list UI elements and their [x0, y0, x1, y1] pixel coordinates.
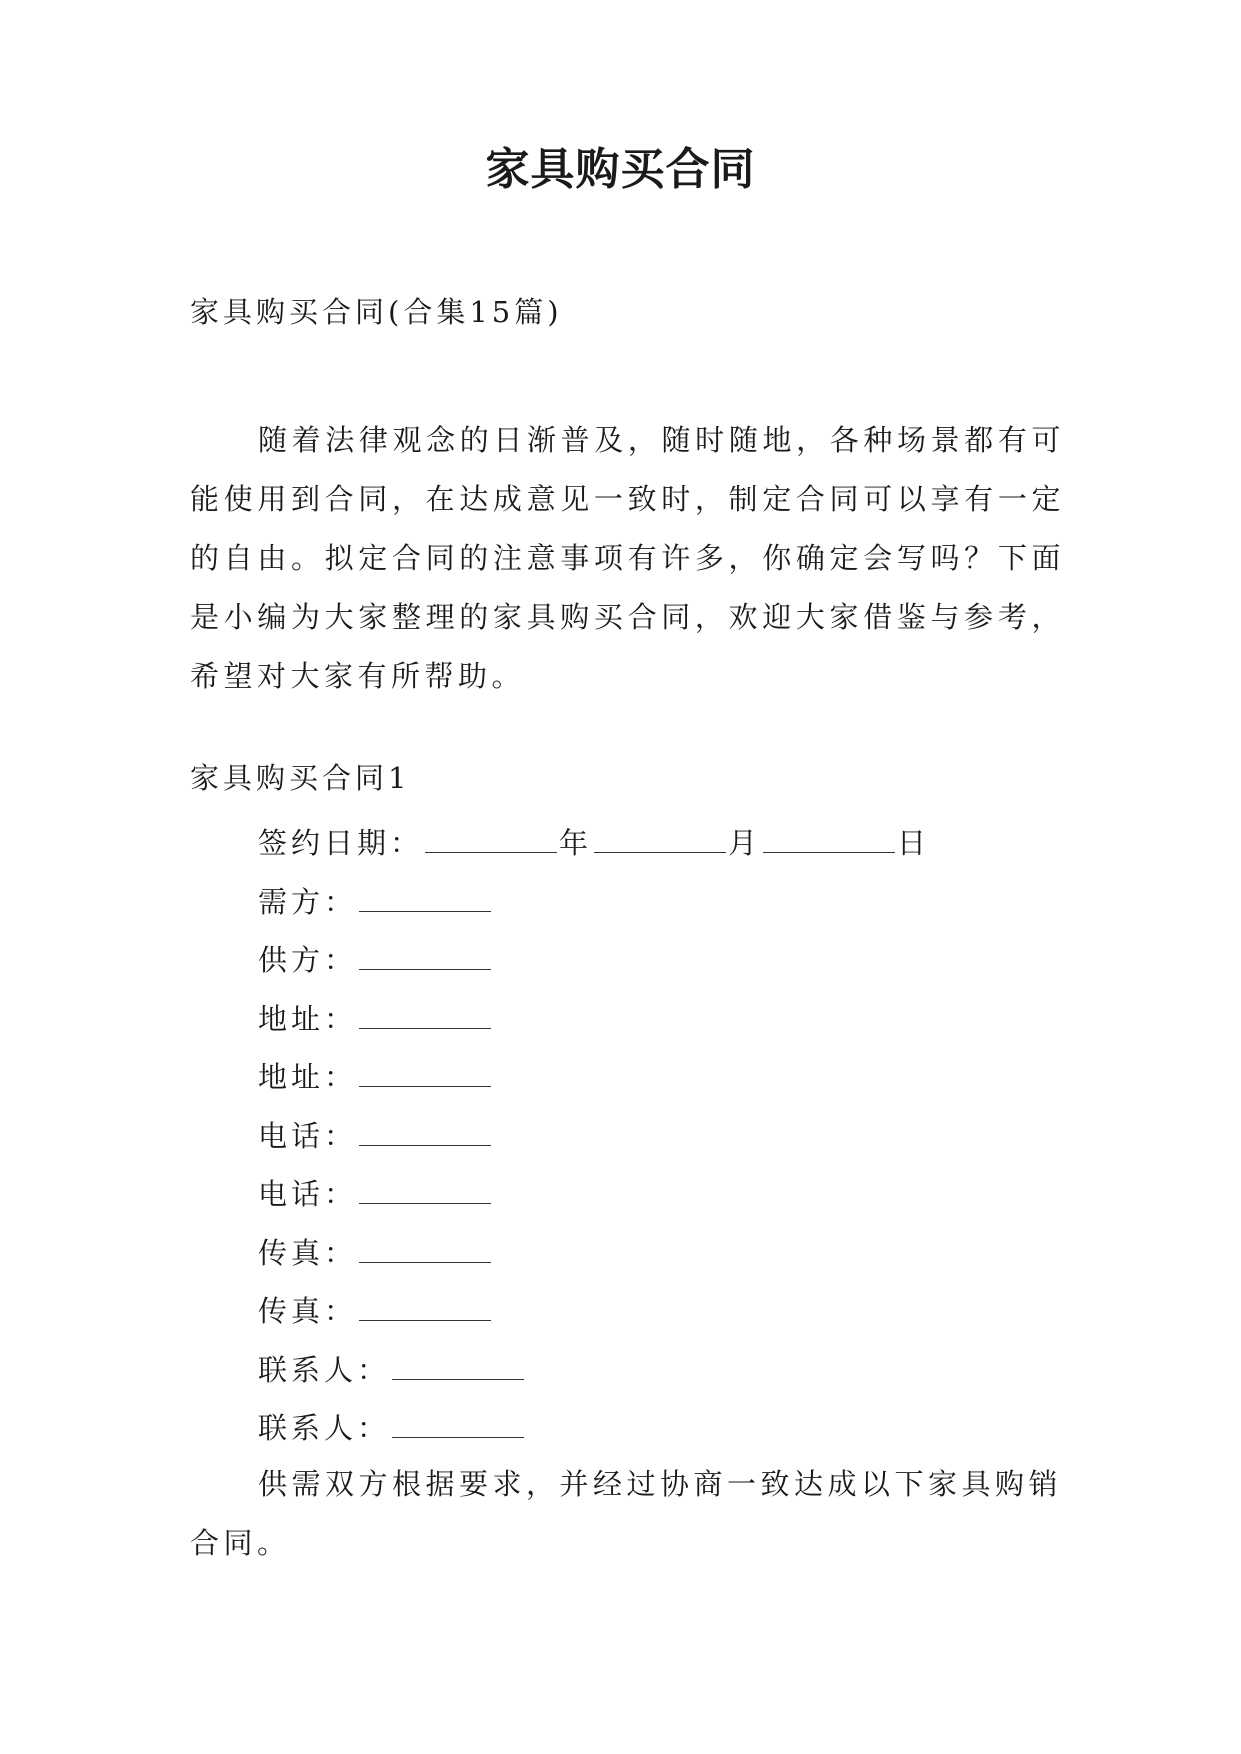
field-blank	[359, 1177, 491, 1204]
field-row-address-1	[258, 1002, 493, 1034]
field-label: 联系人：	[258, 1353, 391, 1387]
field-blank	[359, 1294, 491, 1321]
field-label: 电话：	[258, 1177, 358, 1211]
sign-year-blank	[425, 826, 557, 853]
field-row-phone-1	[258, 1119, 493, 1151]
field-label: 电话：	[258, 1119, 358, 1153]
field-blank	[359, 1002, 491, 1029]
field-blank	[359, 1236, 491, 1263]
document-subtitle: 家具购买合同(合集15篇)	[190, 295, 563, 329]
field-label: 地址：	[258, 1002, 358, 1036]
intro-paragraph: 随着法律观念的日渐普及，随时随地，各种场景都有可能使用到合同，在达成意见一致时，制定合同可以享有一定的自由。拟定合同的注意事项有许多，你确定会写吗？下面是小编为大家整理的家具购买合同，欢迎大家借鉴与参考，希望对大家有所帮助。	[190, 423, 1065, 693]
field-blank	[392, 1411, 524, 1438]
section-heading: 家具购买合同1	[190, 761, 411, 795]
field-blank	[359, 885, 491, 912]
field-label: 传真：	[258, 1236, 358, 1270]
field-row-contact-1	[258, 1353, 526, 1385]
field-row-supply-party	[258, 943, 493, 975]
closing-paragraph: 供需双方根据要求，并经过协商一致达成以下家具购销合同。	[190, 1467, 1063, 1560]
sign-month-blank	[594, 826, 726, 853]
field-label: 地址：	[258, 1060, 358, 1094]
field-row-address-2	[258, 1060, 493, 1092]
field-blank	[359, 1060, 491, 1087]
sign-date-label: 签约日期：	[258, 826, 424, 860]
sign-year-label: 年	[559, 826, 593, 860]
field-row-demand-party	[258, 885, 493, 917]
field-blank	[392, 1353, 524, 1380]
sign-day-blank	[763, 826, 895, 853]
field-blank	[359, 943, 491, 970]
sign-date-row	[258, 826, 930, 858]
field-row-contact-2	[258, 1411, 526, 1443]
field-row-fax-2	[258, 1294, 493, 1326]
field-label: 供方：	[258, 943, 358, 977]
document-title: 家具购买合同	[485, 144, 756, 195]
field-row-fax-1	[258, 1236, 493, 1268]
sign-month-label: 月	[728, 826, 762, 860]
field-label: 联系人：	[258, 1411, 391, 1445]
field-blank	[359, 1119, 491, 1146]
field-label: 传真：	[258, 1294, 358, 1328]
field-row-phone-2	[258, 1177, 493, 1209]
sign-day-label: 日	[897, 826, 931, 860]
field-label: 需方：	[258, 885, 358, 919]
